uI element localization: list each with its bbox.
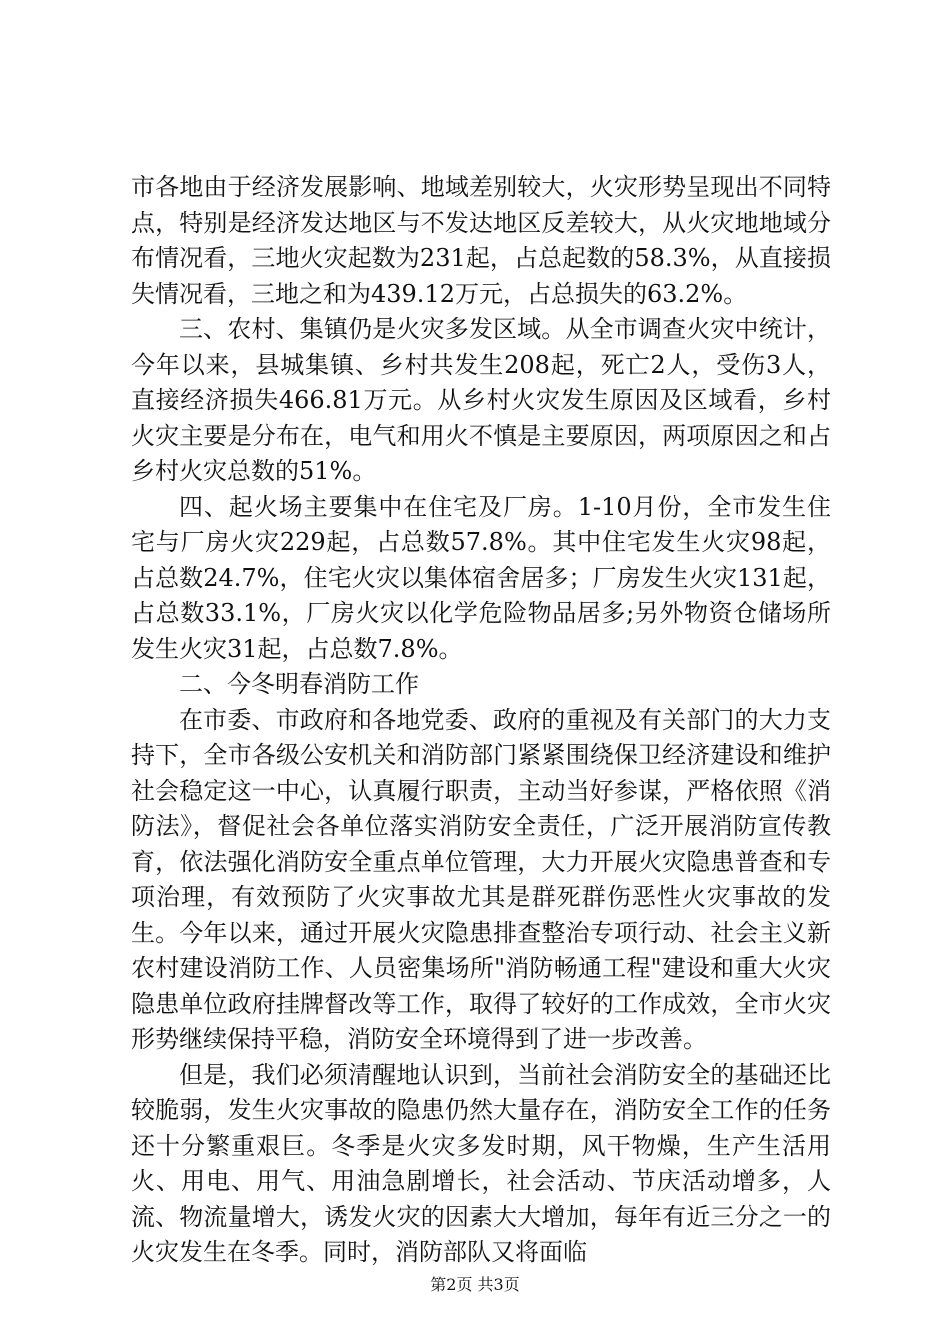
paragraph-rural-fires: 三、农村、集镇仍是火灾多发区域。从全市调查火灾中统计，今年以来，县城集镇、乡村共发生208起，死亡2人，受伤3人，直接经济损失466.81万元。从乡村火灾发生原因及区域看，乡村火灾主要是分布在，电气和用火不慎是主要原因，两项原因之和占乡村火灾总数的51%。 [131, 315, 831, 485]
paragraph-residential-factory-fires: 四、起火场主要集中在住宅及厂房。1-10月份，全市发生住宅与厂房火灾229起，占总数57.8%。其中住宅发生火灾98起，占总数24.7%，住宅火灾以集体宿舍居多；厂房发生火灾131起，占总数33.1%，厂房火灾以化学危险物品居多;另外物资仓储场所发生火灾31起，占总数7.8%。 [131, 492, 831, 663]
paragraph-challenges: 但是，我们必须清醒地认识到，当前社会消防安全的基础还比较脆弱，发生火灾事故的隐患仍然大量存在，消防安全工作的任务还十分繁重艰巨。冬季是火灾多发时期，风干物燥，生产生活用火、用电、用气、用油急剧增长，社会活动、节庆活动增多，人流、物流量增大，诱发火灾的因素大大增加，每年有近三分之一的火灾发生在冬季。同时，消防部队又将面临 [131, 1060, 831, 1266]
page-number-label: 第2页 共3页 [430, 1275, 520, 1294]
section-heading-winter-spring-work: 二、今冬明春消防工作 [179, 670, 419, 698]
paragraph-fire-distribution: 市各地由于经济发展影响、地域差别较大，火灾形势呈现出不同特点，特别是经济发达地区与不发达地区反差较大，从火灾地地域分布情况看，三地火灾起数为231起，占总起数的58.3%，从直接损失情况看，三地之和为439.12万元，占总损失的63.2%。 [131, 173, 831, 308]
paragraph-work-achievements: 在市委、市政府和各地党委、政府的重视及有关部门的大力支持下，全市各级公安机关和消防部门紧紧围绕保卫经济建设和维护社会稳定这一中心，认真履行职责，主动当好参谋，严格依照《消防法》，督促社会各单位落实消防安全责任，广泛开展消防宣传教育，依法强化消防安全重点单位管理，大力开展火灾隐患普查和专项治理，有效预防了火灾事故尤其是群死群伤恶性火灾事故的发生。今年以来，通过开展火灾隐患排查整治专项行动、社会主义新农村建设消防工作、人员密集场所"消防畅通工程"建设和重大火灾隐患单位政府挂牌督改等工作，取得了较好的工作成效，全市火灾形势继续保持平稳，消防安全环境得到了进一步改善。 [131, 705, 831, 1053]
document-body [131, 170, 831, 1271]
page-footer [0, 1275, 950, 1295]
